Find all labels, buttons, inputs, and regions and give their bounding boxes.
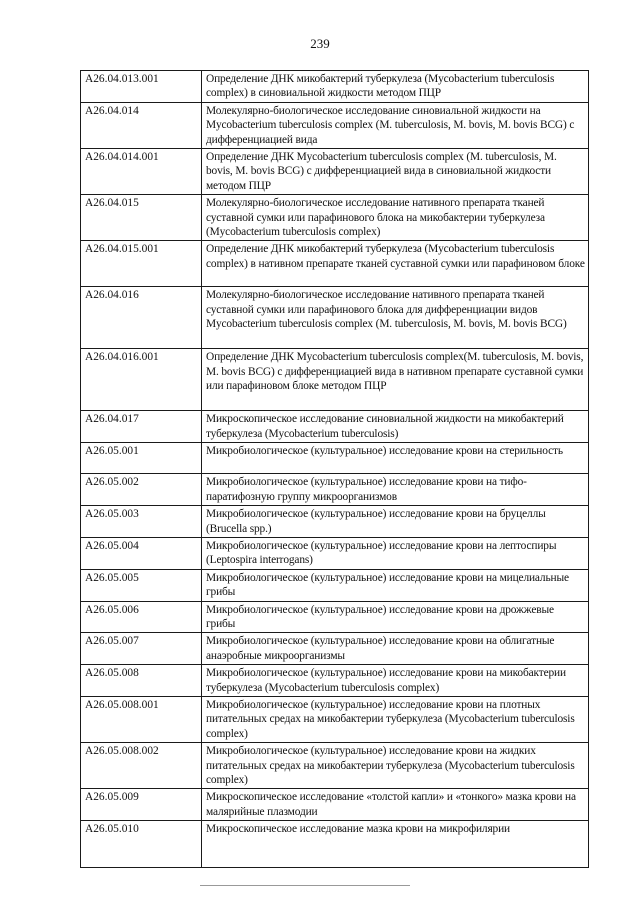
table-row <box>81 601 589 633</box>
service-code-cell: A26.05.008.001 <box>81 696 202 742</box>
service-code-cell: A26.04.016.001 <box>81 349 202 411</box>
service-code-cell: A26.05.007 <box>81 633 202 665</box>
service-description-cell: Микроскопическое исследование «толстой капли» и «тонкого» мазка крови на малярийные плазмодии <box>202 789 589 821</box>
table-row <box>81 71 589 103</box>
service-code-cell: A26.05.001 <box>81 443 202 474</box>
table-row <box>81 743 589 789</box>
table-row <box>81 149 589 195</box>
service-code-cell: A26.05.004 <box>81 537 202 569</box>
table-row <box>81 241 589 287</box>
table-row <box>81 349 589 411</box>
table-row <box>81 665 589 697</box>
service-codes-table <box>80 70 589 868</box>
service-description-cell: Микробиологическое (культуральное) исследование крови на микобактерии туберкулеза (Mycobacterium tuberculosis complex) <box>202 665 589 697</box>
service-code-cell: A26.05.005 <box>81 569 202 601</box>
table-row <box>81 696 589 742</box>
service-code-cell: A26.05.006 <box>81 601 202 633</box>
service-description-cell: Молекулярно-биологическое исследование синовиальной жидкости на Mycobacterium tuberculosis complex (M. tuberculosis, M. bovis, M. bovis BCG) с дифференциацией вида <box>202 102 589 148</box>
service-description-cell: Микробиологическое (культуральное) исследование крови на жидких питательных средах на микобактерии туберкулеза (Mycobacterium tuberculosis complex) <box>202 743 589 789</box>
service-description-cell: Микробиологическое (культуральное) исследование крови на мицелиальные грибы <box>202 569 589 601</box>
table-row <box>81 506 589 538</box>
service-description-cell: Микробиологическое (культуральное) исследование крови на тифо-паратифозную группу микроорганизмов <box>202 474 589 506</box>
service-code-cell: A26.05.008.002 <box>81 743 202 789</box>
table-row <box>81 569 589 601</box>
service-description-cell: Молекулярно-биологическое исследование нативного препарата тканей суставной сумки или парафинового блока для дифференциации видов Mycobacterium tuberculosis complex (M. tuberculosis, M. bovis, M. bovis BCG) <box>202 287 589 349</box>
service-code-cell: A26.04.016 <box>81 287 202 349</box>
service-description-cell: Определение ДНК Mycobacterium tuberculosis complex(M. tuberculosis, M. bovis, M. bovis BCG) с дифференциацией вида в нативном препарате суставной сумки или парафиновом блоке методом ПЦР <box>202 349 589 411</box>
table-row <box>81 287 589 349</box>
service-code-cell: A26.05.003 <box>81 506 202 538</box>
service-code-cell: A26.05.008 <box>81 665 202 697</box>
table-row <box>81 195 589 241</box>
service-code-cell: A26.05.010 <box>81 821 202 868</box>
service-description-cell: Микробиологическое (культуральное) исследование крови на плотных питательных средах на микобактерии туберкулеза (Mycobacterium tuberculosis complex) <box>202 696 589 742</box>
table-row <box>81 821 589 868</box>
service-code-cell: A26.04.015.001 <box>81 241 202 287</box>
table-row <box>81 789 589 821</box>
service-description-cell: Микроскопическое исследование мазка крови на микрофилярии <box>202 821 589 868</box>
service-description-cell: Микроскопическое исследование синовиальной жидкости на микобактерий туберкулеза (Mycobacterium tuberculosis) <box>202 411 589 443</box>
service-code-cell: A26.04.015 <box>81 195 202 241</box>
service-description-cell: Микробиологическое (культуральное) исследование крови на дрожжевые грибы <box>202 601 589 633</box>
service-description-cell: Микробиологическое (культуральное) исследование крови на облигатные анаэробные микроорганизмы <box>202 633 589 665</box>
page-number: 239 <box>310 36 330 51</box>
table-row <box>81 443 589 474</box>
service-description-cell: Определение ДНК микобактерий туберкулеза (Mycobacterium tuberculosis complex) в нативном препарате тканей суставной сумки или парафиновом блоке <box>202 241 589 287</box>
service-description-cell: Определение ДНК Mycobacterium tuberculosis complex (M. tuberculosis, M. bovis, M. bovis BCG) с дифференциацией вида в синовиальной жидкости методом ПЦР <box>202 149 589 195</box>
service-code-cell: A26.05.002 <box>81 474 202 506</box>
service-code-cell: A26.05.009 <box>81 789 202 821</box>
service-code-cell: A26.04.013.001 <box>81 71 202 103</box>
table-row <box>81 537 589 569</box>
service-description-cell: Молекулярно-биологическое исследование нативного препарата тканей суставной сумки или парафинового блока на микобактерии туберкулеза (Mycobacterium tuberculosis complex) <box>202 195 589 241</box>
table-row <box>81 633 589 665</box>
table-row <box>81 411 589 443</box>
service-description-cell: Определение ДНК микобактерий туберкулеза (Mycobacterium tuberculosis complex) в синовиальной жидкости методом ПЦР <box>202 71 589 103</box>
service-code-cell: A26.04.014.001 <box>81 149 202 195</box>
table-body <box>81 71 589 868</box>
table-row <box>81 474 589 506</box>
page-bottom-rule <box>200 885 410 886</box>
service-description-cell: Микробиологическое (культуральное) исследование крови на бруцеллы (Brucella spp.) <box>202 506 589 538</box>
table-row <box>81 102 589 148</box>
service-code-cell: A26.04.017 <box>81 411 202 443</box>
service-description-cell: Микробиологическое (культуральное) исследование крови на стерильность <box>202 443 589 474</box>
service-description-cell: Микробиологическое (культуральное) исследование крови на лептоспиры (Leptospira interrogans) <box>202 537 589 569</box>
service-code-cell: A26.04.014 <box>81 102 202 148</box>
